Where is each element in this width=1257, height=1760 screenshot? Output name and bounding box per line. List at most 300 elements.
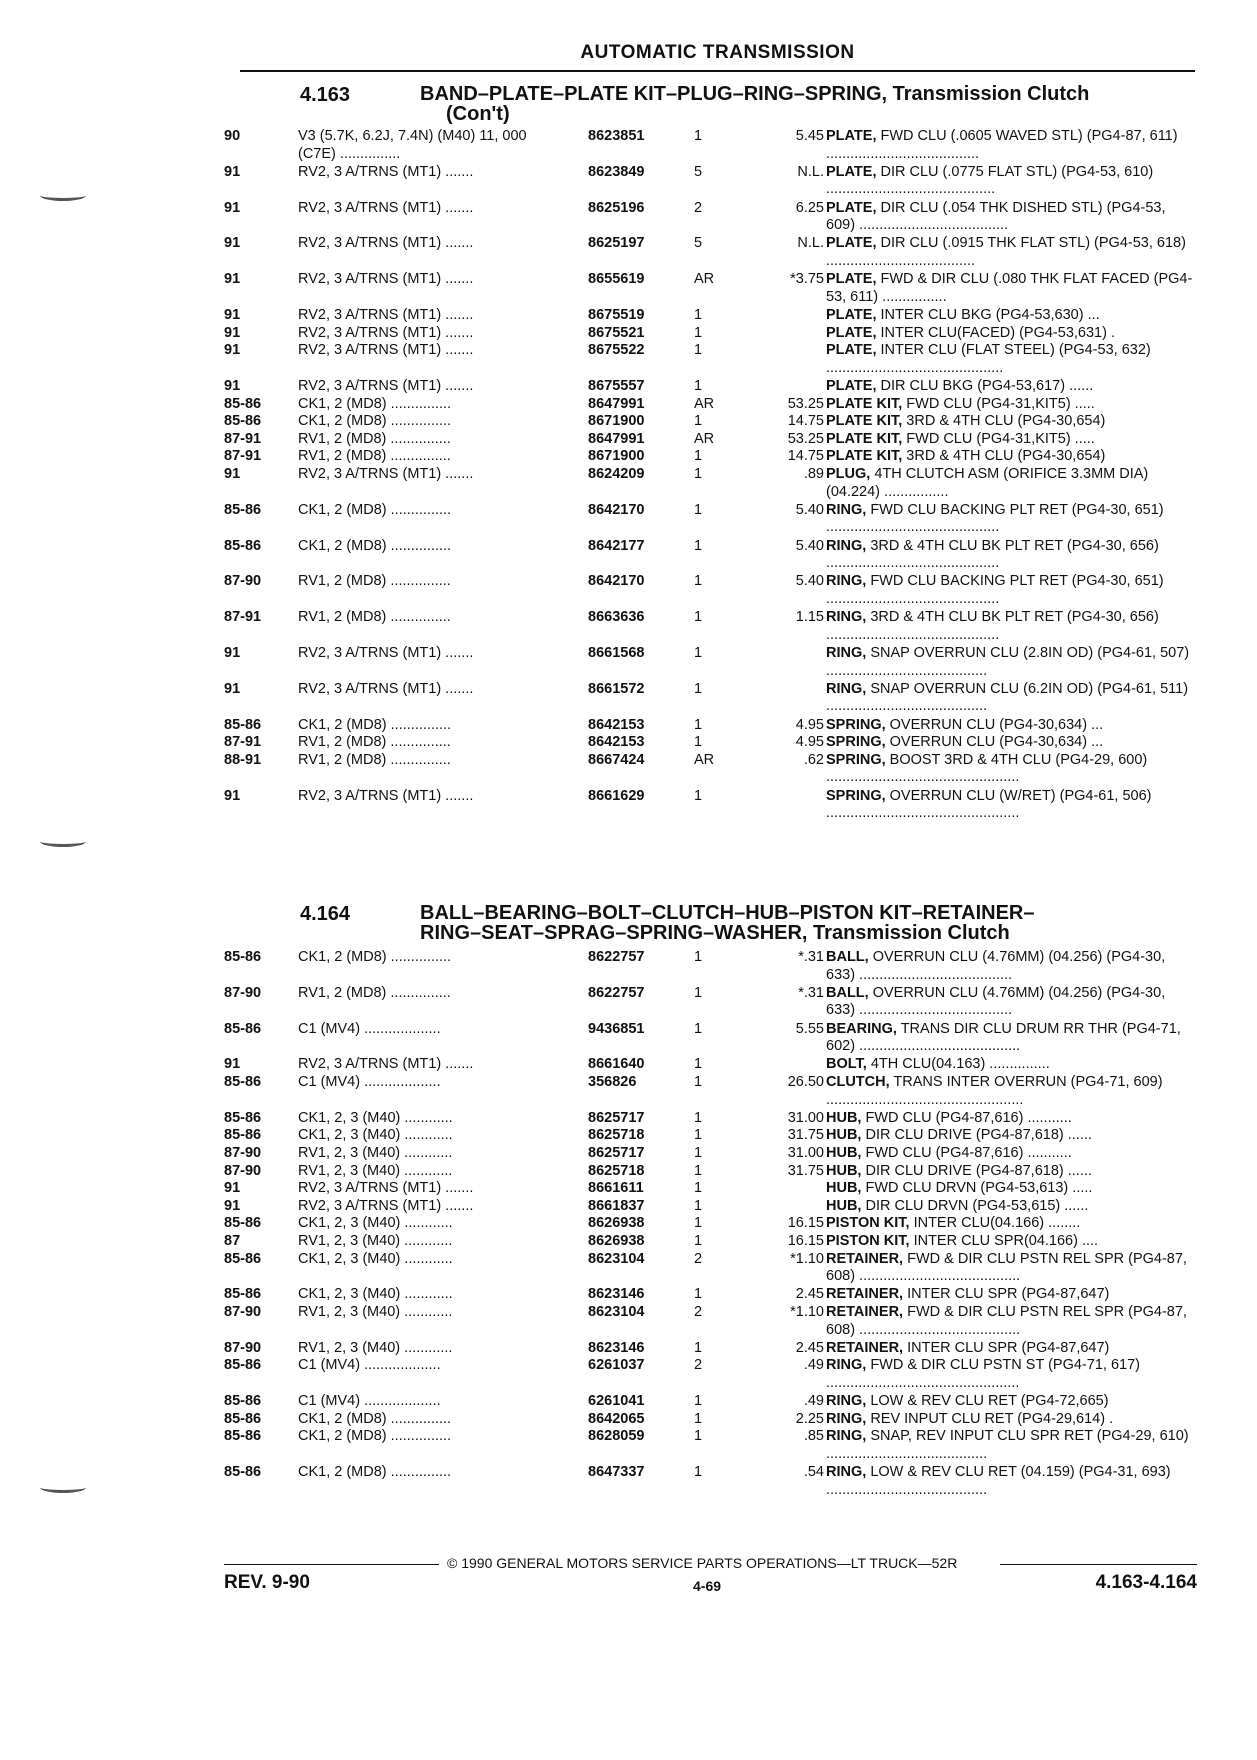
part-detail: 4TH CLUTCH ASM (ORIFICE 3.3MM DIA) (04.224) ................: [826, 465, 1149, 500]
model-year: 87-91: [224, 609, 262, 626]
part-detail: OVERRUN CLU (PG4-30,634) ...: [889, 734, 1104, 751]
part-description: [826, 1251, 1198, 1286]
part-detail: LOW & REV CLU RET (04.159) (PG4-31, 693) ........................................: [826, 1464, 1171, 1498]
part-row: [224, 1411, 1199, 1429]
part-row: [224, 200, 1199, 236]
part-row: [224, 1251, 1199, 1287]
part-detail: DIR CLU DRIVE (PG4-87,618) ......: [865, 1127, 1092, 1144]
part-number: 8624209: [588, 465, 645, 482]
part-name: BALL,: [826, 949, 869, 965]
price: *1.10: [790, 1250, 824, 1267]
quantity: 5: [694, 163, 703, 180]
part-detail: DIR CLU (.0775 FLAT STL) (PG4-53, 610) ..........................................: [826, 163, 1154, 198]
model-year: 87-91: [224, 734, 262, 751]
part-name: RING,: [826, 1357, 867, 1374]
part-number: 6261041: [588, 1393, 645, 1410]
part-name: SPRING,: [826, 787, 886, 804]
part-row: [224, 717, 1199, 735]
part-number: 8626938: [588, 1232, 645, 1249]
part-description: [826, 538, 1198, 573]
model-year: 87-90: [224, 573, 262, 590]
section-heading: [224, 84, 1199, 128]
part-description: [826, 1286, 1198, 1304]
price: 2.25: [795, 1410, 824, 1427]
part-row: [224, 609, 1199, 645]
part-name: RING,: [826, 1464, 867, 1481]
part-description: [826, 1357, 1198, 1392]
part-row: [224, 448, 1199, 466]
part-description: [826, 502, 1198, 537]
section-title-line1: BALL–BEARING–BOLT–CLUTCH–HUB–PISTON KIT–RETAINER–: [420, 902, 1035, 924]
running-header: AUTOMATIC TRANSMISSION: [240, 40, 1195, 72]
model-application: CK1, 2, 3 (M40) ............: [298, 1250, 453, 1267]
part-number: 8642065: [588, 1410, 645, 1427]
price: 2.45: [795, 1286, 824, 1303]
model-application: RV1, 2, 3 (M40) ............: [298, 1232, 453, 1249]
model-application: CK1, 2 (MD8) ...............: [298, 949, 452, 965]
part-row: [224, 396, 1199, 414]
part-number: 8671900: [588, 413, 645, 430]
part-number: 8622757: [588, 949, 645, 965]
part-row: [224, 1163, 1199, 1181]
part-number: 8623851: [588, 128, 645, 144]
price: 53.25: [787, 395, 824, 412]
section-heading: [224, 903, 1199, 949]
part-number: 8661640: [588, 1056, 645, 1073]
part-detail: TRANS DIR CLU DRUM RR THR (PG4-71, 602) ........................................: [826, 1020, 1181, 1055]
section-number: 4.163: [300, 84, 351, 106]
model-application: RV2, 3 A/TRNS (MT1) .......: [298, 163, 474, 180]
part-number: 8647991: [588, 430, 645, 447]
part-detail: INTER CLU BKG (PG4-53,630) ...: [880, 306, 1100, 323]
part-number: 8642153: [588, 716, 645, 733]
quantity: 1: [694, 413, 703, 430]
part-name: PLATE,: [826, 324, 877, 341]
part-detail: DIR CLU DRIVE (PG4-87,618) ......: [865, 1162, 1092, 1179]
punch-hole-mark: [40, 836, 86, 847]
part-row: [224, 1286, 1199, 1304]
part-row: [224, 431, 1199, 449]
quantity: 1: [694, 537, 703, 554]
part-number: 8675557: [588, 377, 645, 394]
model-year: 87-90: [224, 1303, 262, 1320]
price: *.31: [798, 984, 824, 1001]
model-application: RV2, 3 A/TRNS (MT1) .......: [298, 787, 474, 804]
model-application: RV2, 3 A/TRNS (MT1) .......: [298, 680, 474, 697]
part-number: 8625717: [588, 1144, 645, 1161]
part-row: [224, 1056, 1199, 1074]
part-description: [826, 752, 1198, 787]
part-detail: FWD & DIR CLU PSTN REL SPR (PG4-87, 608) ........................................: [826, 1303, 1187, 1338]
section-title-text: BAND–PLATE–PLATE KIT–PLUG–RING–SPRING, Transmission Clutch: [420, 83, 1090, 105]
part-description: [826, 1127, 1198, 1145]
part-description: [826, 1464, 1198, 1499]
part-name: HUB,: [826, 1197, 862, 1214]
price: .49: [803, 1393, 824, 1410]
part-row: [224, 1074, 1199, 1110]
part-detail: INTER CLU(FACED) (PG4-53,631) .: [880, 324, 1115, 341]
part-name: PISTON KIT,: [826, 1232, 910, 1249]
model-year: 90: [224, 128, 241, 144]
part-number: 8625717: [588, 1109, 645, 1126]
price: 26.50: [787, 1073, 824, 1090]
price: .89: [803, 465, 824, 482]
part-number: 8661611: [588, 1180, 644, 1197]
part-description: [826, 413, 1198, 431]
quantity: 1: [694, 1144, 703, 1161]
model-year: 85-86: [224, 716, 262, 733]
model-application: CK1, 2, 3 (M40) ............: [298, 1215, 453, 1232]
model-application: CK1, 2 (MD8) ...............: [298, 413, 452, 430]
part-number: 8647991: [588, 395, 645, 412]
price: .62: [803, 751, 824, 768]
part-name: HUB,: [826, 1127, 862, 1144]
model-application: RV2, 3 A/TRNS (MT1) .......: [298, 377, 474, 394]
price: N.L.: [797, 163, 824, 180]
part-name: PLATE KIT,: [826, 395, 903, 412]
part-detail: REV INPUT CLU RET (PG4-29,614) .: [870, 1410, 1114, 1427]
part-number: 8663636: [588, 609, 645, 626]
model-year: 85-86: [224, 1073, 262, 1090]
part-name: PLATE,: [826, 199, 877, 216]
part-detail: SNAP OVERRUN CLU (2.8IN OD) (PG4-61, 507) ........................................: [826, 644, 1190, 679]
model-year: 87-90: [224, 1144, 262, 1161]
quantity: 2: [694, 199, 703, 216]
quantity: 1: [694, 448, 703, 465]
part-description: [826, 200, 1198, 235]
quantity: 2: [694, 1303, 703, 1320]
part-detail: FWD CLU (.0605 WAVED STL) (PG4-87, 611) ......................................: [826, 128, 1178, 162]
model-year: 87-90: [224, 1339, 262, 1356]
part-row: [224, 1340, 1199, 1358]
price: *3.75: [790, 271, 824, 288]
part-name: RING,: [826, 501, 867, 518]
part-description: [826, 1411, 1198, 1429]
model-year: 85-86: [224, 1109, 262, 1126]
part-description: [826, 1215, 1198, 1233]
part-row: [224, 325, 1199, 343]
quantity: 1: [694, 1393, 703, 1410]
part-name: RING,: [826, 1428, 867, 1445]
part-number: 8623146: [588, 1286, 645, 1303]
model-year: 91: [224, 787, 241, 804]
model-application: C1 (MV4) ...................: [298, 1073, 441, 1090]
part-description: [826, 788, 1198, 823]
quantity: 1: [694, 1464, 703, 1481]
part-description: [826, 1340, 1198, 1358]
model-year: 87: [224, 1232, 241, 1249]
part-description: [826, 325, 1198, 343]
model-year: 91: [224, 163, 241, 180]
quantity: 1: [694, 1056, 703, 1073]
part-number: 8623146: [588, 1339, 645, 1356]
model-application: CK1, 2 (MD8) ...............: [298, 395, 452, 412]
part-row: [224, 1180, 1199, 1198]
part-number: 8625718: [588, 1162, 645, 1179]
part-name: PLATE,: [826, 306, 877, 323]
part-description: [826, 128, 1198, 163]
part-detail: OVERRUN CLU (4.76MM) (04.256) (PG4-30, 633) ......................................: [826, 949, 1166, 983]
punch-hole-mark: [40, 1482, 86, 1493]
part-number: 8622757: [588, 984, 645, 1001]
quantity: 1: [694, 1073, 703, 1090]
model-application: RV1, 2 (MD8) ...............: [298, 751, 451, 768]
model-year: 91: [224, 324, 241, 341]
model-application: CK1, 2, 3 (M40) ............: [298, 1286, 453, 1303]
part-name: HUB,: [826, 1162, 862, 1179]
part-description: [826, 1074, 1198, 1109]
price: 31.75: [787, 1127, 824, 1144]
part-name: RING,: [826, 644, 867, 661]
part-detail: FWD CLU (PG4-87,616) ...........: [865, 1109, 1072, 1126]
quantity: 1: [694, 573, 703, 590]
part-name: CLUTCH,: [826, 1073, 890, 1090]
part-description: [826, 307, 1198, 325]
model-application: CK1, 2, 3 (M40) ............: [298, 1127, 453, 1144]
part-row: [224, 466, 1199, 502]
model-year: 88-91: [224, 751, 262, 768]
model-application: CK1, 2 (MD8) ...............: [298, 716, 452, 733]
part-number: 8675522: [588, 342, 645, 359]
part-name: RING,: [826, 573, 867, 590]
model-application: CK1, 2 (MD8) ...............: [298, 1464, 452, 1481]
quantity: 1: [694, 465, 703, 482]
quantity: 1: [694, 1215, 703, 1232]
model-year: 91: [224, 465, 241, 482]
part-detail: BOOST 3RD & 4TH CLU (PG4-29, 600) ................................................: [826, 751, 1148, 786]
quantity: 1: [694, 501, 703, 518]
part-description: [826, 1180, 1198, 1198]
part-name: RETAINER,: [826, 1286, 904, 1303]
part-name: RETAINER,: [826, 1339, 904, 1356]
part-number: 9436851: [588, 1020, 645, 1037]
quantity: 1: [694, 1197, 703, 1214]
model-application: C1 (MV4) ...................: [298, 1020, 441, 1037]
price: 4.95: [795, 734, 824, 751]
model-year: 87-91: [224, 430, 262, 447]
part-row: [224, 235, 1199, 271]
model-application: RV1, 2 (MD8) ...............: [298, 573, 451, 590]
part-detail: SNAP OVERRUN CLU (6.2IN OD) (PG4-61, 511) ........................................: [826, 680, 1189, 715]
model-application: RV2, 3 A/TRNS (MT1) .......: [298, 324, 474, 341]
quantity: 1: [694, 949, 703, 965]
part-row: [224, 271, 1199, 307]
part-row: [224, 342, 1199, 378]
part-detail: 3RD & 4TH CLU (PG4-30,654): [906, 448, 1106, 465]
section-title: [420, 903, 1199, 943]
part-description: [826, 235, 1198, 270]
part-row: [224, 1428, 1199, 1464]
section-4-163: [224, 84, 1199, 823]
price: 5.45: [795, 128, 824, 144]
part-row: [224, 645, 1199, 681]
part-row: [224, 788, 1199, 824]
price: 1.15: [795, 609, 824, 626]
model-application: RV2, 3 A/TRNS (MT1) .......: [298, 1197, 474, 1214]
part-number: 8642153: [588, 734, 645, 751]
part-number: 6261037: [588, 1357, 645, 1374]
part-description: [826, 681, 1198, 716]
part-detail: FWD CLU BACKING PLT RET (PG4-30, 651) ...........................................: [826, 501, 1164, 536]
model-application: RV2, 3 A/TRNS (MT1) .......: [298, 1180, 474, 1197]
part-number: 8642177: [588, 537, 645, 554]
part-description: [826, 734, 1198, 752]
part-description: [826, 1428, 1198, 1463]
quantity: 1: [694, 1162, 703, 1179]
part-row: [224, 1357, 1199, 1393]
part-detail: FWD & DIR CLU PSTN REL SPR (PG4-87, 608) ........................................: [826, 1250, 1187, 1285]
model-year: 85-86: [224, 537, 262, 554]
part-detail: 3RD & 4TH CLU (PG4-30,654): [906, 413, 1106, 430]
part-name: SPRING,: [826, 751, 886, 768]
part-name: PLATE KIT,: [826, 448, 903, 465]
part-row: [224, 164, 1199, 200]
model-year: 91: [224, 199, 241, 216]
model-year: 85-86: [224, 1250, 262, 1267]
part-description: [826, 1198, 1198, 1216]
part-number: 8675519: [588, 306, 645, 323]
part-row: [224, 681, 1199, 717]
model-year: 91: [224, 680, 241, 697]
part-description: [826, 466, 1198, 501]
part-number: 8625718: [588, 1127, 645, 1144]
part-row: [224, 1145, 1199, 1163]
part-name: PLUG,: [826, 465, 871, 482]
part-name: PLATE,: [826, 163, 877, 180]
model-application: RV1, 2 (MD8) ...............: [298, 609, 451, 626]
part-description: [826, 396, 1198, 414]
part-description: [826, 431, 1198, 449]
model-application: CK1, 2, 3 (M40) ............: [298, 1109, 453, 1126]
part-description: [826, 1233, 1198, 1251]
part-description: [826, 378, 1198, 396]
part-description: [826, 271, 1198, 306]
section-4-164: [224, 903, 1199, 1500]
quantity: 1: [694, 1410, 703, 1427]
part-detail: DIR CLU (.054 THK DISHED STL) (PG4-53, 609) .....................................: [826, 199, 1166, 234]
model-year: 91: [224, 1180, 241, 1197]
part-description: [826, 573, 1198, 608]
part-row: [224, 502, 1199, 538]
section-title: [420, 84, 1199, 124]
part-row: [224, 128, 1199, 164]
model-year: 91: [224, 644, 241, 661]
quantity: 1: [694, 324, 703, 341]
quantity: 1: [694, 1232, 703, 1249]
quantity: 5: [694, 235, 703, 252]
model-year: 91: [224, 271, 241, 288]
part-description: [826, 1110, 1198, 1128]
page-number: 4-69: [693, 1578, 722, 1594]
model-application: RV1, 2 (MD8) ...............: [298, 984, 451, 1001]
model-year: 85-86: [224, 1464, 262, 1481]
model-year: 87-90: [224, 984, 262, 1001]
punch-hole-mark: [40, 190, 86, 201]
quantity: 1: [694, 1428, 703, 1445]
part-detail: FWD CLU DRVN (PG4-53,613) .....: [865, 1180, 1093, 1197]
parts-list: [224, 128, 1199, 823]
part-detail: FWD & DIR CLU PSTN ST (PG4-71, 617) ................................................: [826, 1357, 1140, 1391]
part-row: [224, 734, 1199, 752]
part-detail: OVERRUN CLU (PG4-30,634) ...: [889, 716, 1104, 733]
part-name: RETAINER,: [826, 1250, 904, 1267]
copyright-notice: © 1990 GENERAL MOTORS SERVICE PARTS OPERATIONS—LT TRUCK—52R: [447, 1555, 958, 1571]
part-detail: SNAP, REV INPUT CLU SPR RET (PG4-29, 610) ........................................: [826, 1428, 1189, 1462]
part-name: PLATE KIT,: [826, 413, 903, 430]
part-name: PLATE,: [826, 271, 877, 288]
footer-rule-right: [1000, 1564, 1197, 1565]
model-application: RV1, 2 (MD8) ...............: [298, 448, 451, 465]
model-application: CK1, 2 (MD8) ...............: [298, 1410, 452, 1427]
part-name: PLATE,: [826, 235, 877, 252]
price: *1.10: [790, 1303, 824, 1320]
part-number: 8625196: [588, 199, 645, 216]
price: 31.00: [787, 1144, 824, 1161]
section-range: 4.163-4.164: [1095, 1572, 1197, 1593]
price: 31.75: [787, 1162, 824, 1179]
part-detail: OVERRUN CLU (4.76MM) (04.256) (PG4-30, 633) ......................................: [826, 984, 1166, 1019]
model-application: C1 (MV4) ...................: [298, 1393, 441, 1410]
part-description: [826, 342, 1198, 377]
part-number: 8642170: [588, 501, 645, 518]
model-year: 85-86: [224, 1393, 262, 1410]
part-number: 8661568: [588, 644, 645, 661]
model-year: 87-90: [224, 1162, 262, 1179]
part-name: BALL,: [826, 984, 869, 1001]
model-application: RV1, 2, 3 (M40) ............: [298, 1144, 453, 1161]
model-year: 85-86: [224, 949, 262, 965]
model-application: C1 (MV4) ...................: [298, 1357, 441, 1374]
price: 5.55: [795, 1020, 824, 1037]
part-description: [826, 1163, 1198, 1181]
quantity: AR: [694, 751, 715, 768]
part-number: 8625197: [588, 235, 645, 252]
model-year: 91: [224, 1197, 241, 1214]
part-description: [826, 609, 1198, 644]
model-application: RV1, 2 (MD8) ...............: [298, 734, 451, 751]
price: 5.40: [795, 537, 824, 554]
model-year: 87-91: [224, 448, 262, 465]
part-description: [826, 717, 1198, 735]
revision-label: REV. 9-90: [224, 1572, 310, 1593]
model-application: RV1, 2, 3 (M40) ............: [298, 1339, 453, 1356]
price: 14.75: [787, 413, 824, 430]
part-description: [826, 164, 1198, 199]
part-detail: DIR CLU DRVN (PG4-53,615) ......: [865, 1197, 1089, 1214]
part-detail: INTER CLU SPR (PG4-87,647): [907, 1339, 1110, 1356]
part-number: 8661629: [588, 787, 645, 804]
part-row: [224, 307, 1199, 325]
model-application: CK1, 2 (MD8) ...............: [298, 537, 452, 554]
part-number: 8661837: [588, 1197, 645, 1214]
quantity: 1: [694, 1286, 703, 1303]
model-application: RV2, 3 A/TRNS (MT1) .......: [298, 235, 474, 252]
part-row: [224, 1233, 1199, 1251]
model-application: RV1, 2, 3 (M40) ............: [298, 1303, 453, 1320]
model-year: 85-86: [224, 1357, 262, 1374]
quantity: AR: [694, 271, 715, 288]
part-name: HUB,: [826, 1109, 862, 1126]
model-year: 91: [224, 342, 241, 359]
model-application: RV2, 3 A/TRNS (MT1) .......: [298, 465, 474, 482]
part-row: [224, 378, 1199, 396]
model-application: RV2, 3 A/TRNS (MT1) .......: [298, 342, 474, 359]
part-description: [826, 1145, 1198, 1163]
model-application: RV2, 3 A/TRNS (MT1) .......: [298, 271, 474, 288]
model-year: 85-86: [224, 1215, 262, 1232]
model-application: RV2, 3 A/TRNS (MT1) .......: [298, 1056, 474, 1073]
part-description: [826, 1056, 1198, 1074]
